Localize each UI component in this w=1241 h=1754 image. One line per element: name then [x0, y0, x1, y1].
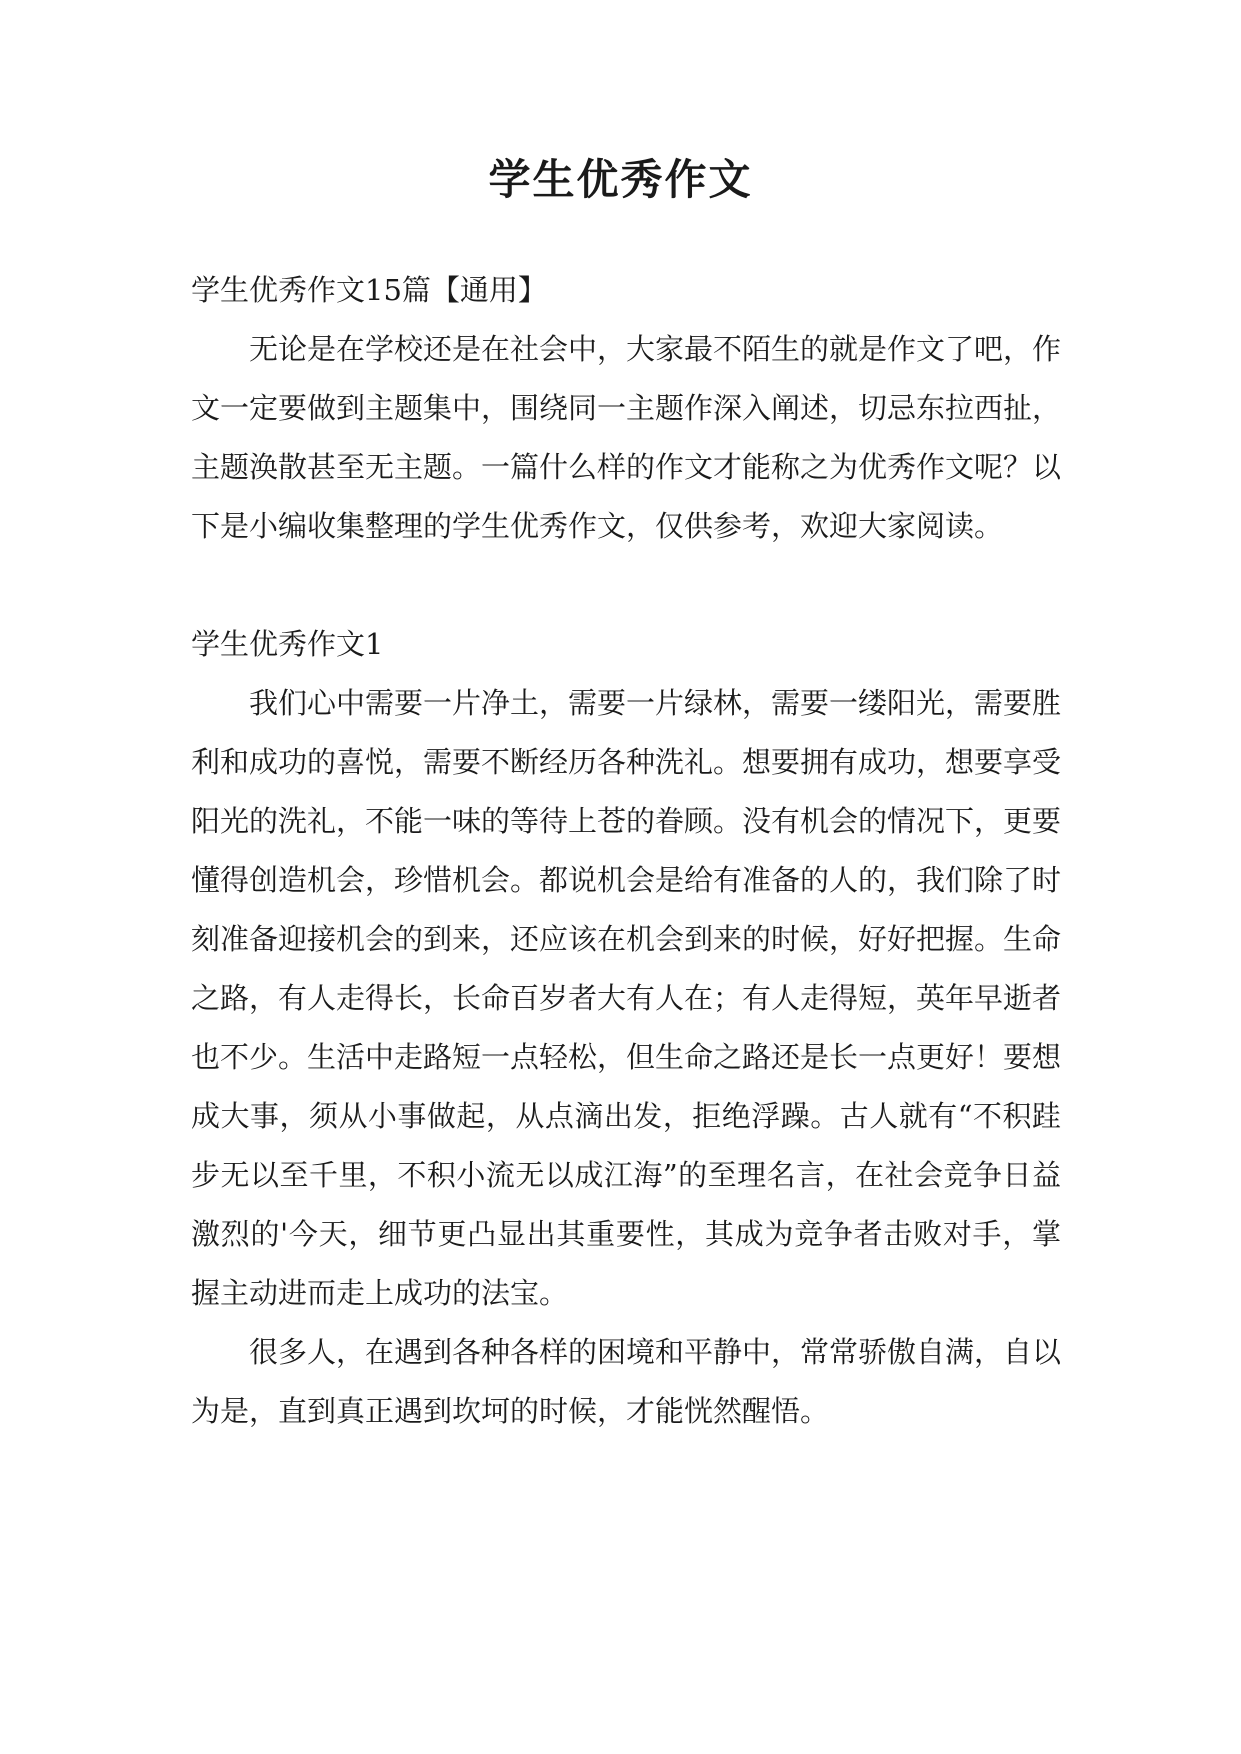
collection-subtitle: 学生优秀作文15篇【通用】 [191, 273, 547, 307]
essay-paragraph: 我们心中需要一片净土，需要一片绿林，需要一缕阳光，需要胜利和成功的喜悦，需要不断经历各种洗礼。想要拥有成功，想要享受阳光的洗礼，不能一味的等待上苍的眷顾。没有机会的情况下，更要懂得创造机会，珍惜机会。都说机会是给有准备的人的，我们除了时刻准备迎接机会的到来，还应该在机会到来的时候，好好把握。生命之路，有人走得长，长命百岁者大有人在；有人走得短，英年早逝者也不少。生活中走路短一点轻松，但生命之路还是长一点更好！要想成大事，须从小事做起，从点滴出发，拒绝浮躁。古人就有“不积跬步无以至千里，不积小流无以成江海”的至理名言，在社会竞争日益激烈的'今天，细节更凸显出其重要性，其成为竞争者击败对手，掌握主动进而走上成功的法宝。 [191, 686, 1062, 1310]
intro-paragraph: 无论是在学校还是在社会中，大家最不陌生的就是作文了吧，作文一定要做到主题集中，围绕同一主题作深入阐述，切忌东拉西扯，主题涣散甚至无主题。一篇什么样的作文才能称之为优秀作文呢？以下是小编收集整理的学生优秀作文，仅供参考，欢迎大家阅读。 [191, 332, 1062, 543]
essay-heading: 学生优秀作文1 [191, 627, 384, 661]
section-spacer [191, 556, 1061, 615]
essay-paragraph: 很多人，在遇到各种各样的困境和平静中，常常骄傲自满，自以为是，直到真正遇到坎坷的时候，才能恍然醒悟。 [191, 1335, 1062, 1428]
document-title: 学生优秀作文 [488, 155, 753, 204]
document-body [191, 261, 1061, 1441]
